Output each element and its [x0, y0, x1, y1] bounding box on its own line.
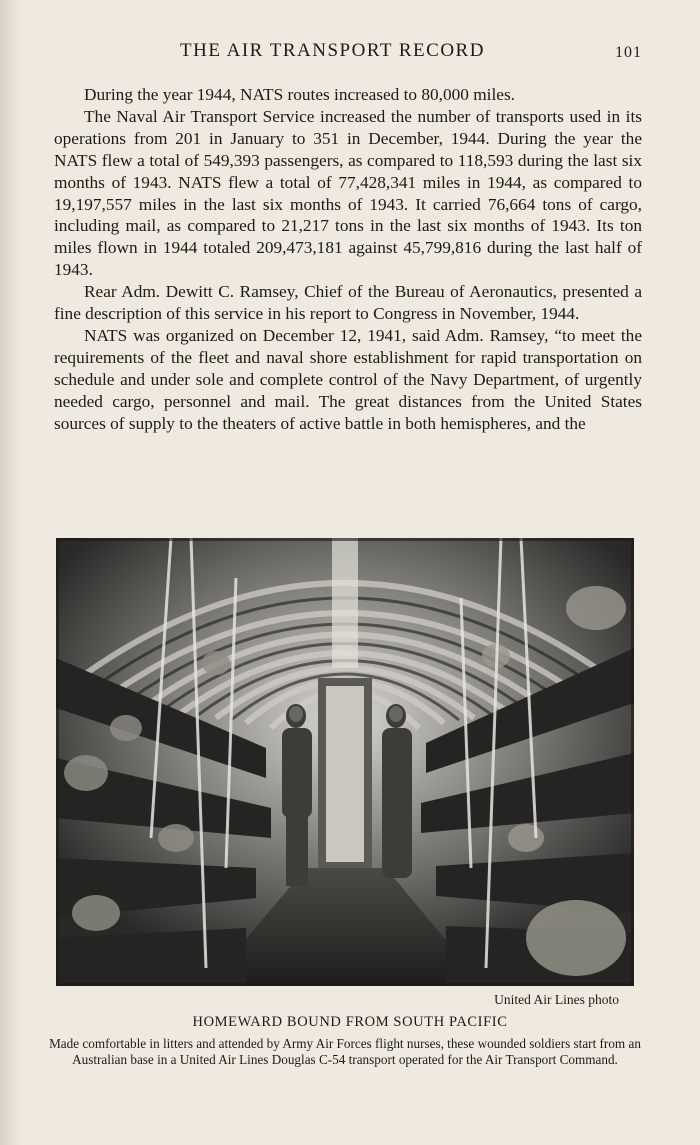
aircraft-cabin-photo	[56, 538, 634, 986]
body-text	[54, 84, 642, 435]
photo-illustration	[56, 538, 634, 986]
running-head: THE AIR TRANSPORT RECORD	[180, 40, 485, 61]
paragraph-2: The Naval Air Transport Service increased the number of transports used in its operations from 201 in January to 351 in December, 1944. During the year the NATS flew a total of 549,393 passengers, as compared to 118,593 during the last six months of 1943. NATS flew a total of 77,428,341 miles in 1944, as compared to 19,197,557 miles in the last six months of 1943. It carried 76,664 tons of cargo, including mail, as compared to 21,217 tons in the last six months of 1943. Its ton miles flown in 1944 totaled 209,473,181 against 45,799,816 during the last half of 1943.	[54, 106, 642, 280]
paragraph-1: During the year 1944, NATS routes increased to 80,000 miles.	[84, 85, 515, 104]
paragraph-3: Rear Adm. Dewitt C. Ramsey, Chief of the Bureau of Aeronautics, presented a fine description of this service in his report to Congress in November, 1944.	[54, 282, 642, 324]
caption-body: Made comfortable in litters and attended by Army Air Forces flight nurses, these wounded soldiers start from an Australian base in a United Air Lines Douglas C-54 transport operated for the Air Transport Command.	[49, 1036, 641, 1067]
page-number: 101	[615, 44, 642, 61]
photo-credit: United Air Lines photo	[494, 992, 619, 1007]
paragraph-4: NATS was organized on December 12, 1941, said Adm. Ramsey, “to meet the requirements of the fleet and naval shore establishment for rapid transportation on schedule and under sole and complete control of the Navy Department, of urgently needed cargo, personnel and mail. The great distances from the United States sources of supply to the theaters of active battle in both hemispheres, and the	[54, 325, 642, 433]
caption-title: HOMEWARD BOUND FROM SOUTH PACIFIC	[192, 1014, 508, 1030]
